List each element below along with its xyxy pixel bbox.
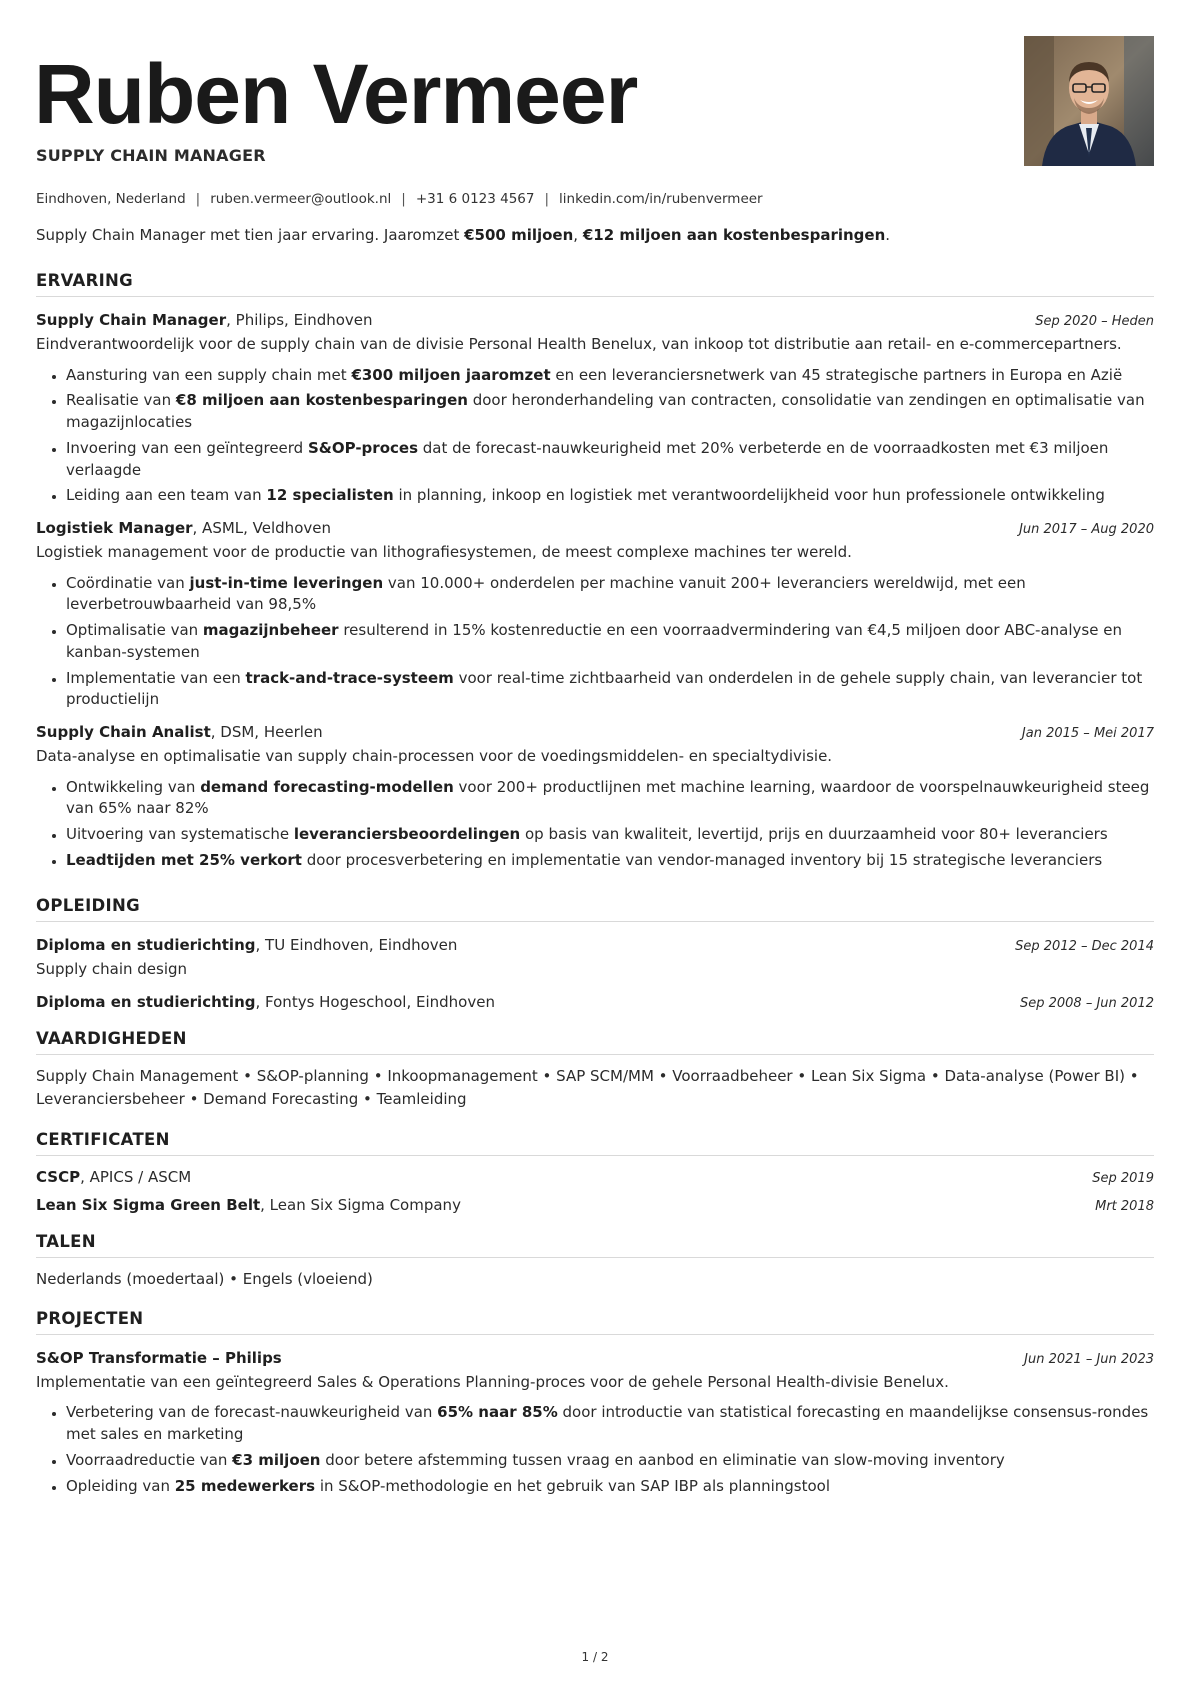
section-divider: [36, 1054, 1154, 1055]
bullet-highlight: magazijnbeheer: [202, 621, 339, 639]
entry-date: Sep 2008 – Jun 2012: [1019, 996, 1154, 1011]
bullet-highlight: just-in-time leveringen: [189, 573, 384, 592]
certificate-entry: [36, 1168, 1154, 1186]
bullet-text: in planning, inkoop en logistiek met verantwoordelijkheid voor hun professionele ontwikkeling: [393, 486, 1105, 505]
project-entry: [36, 1349, 1154, 1498]
bullet-highlight: 12 specialisten: [266, 486, 394, 505]
skills-list: Supply Chain Management • S&OP-planning • Inkoopmanagement • SAP SCM/MM • Voorraadbeheer • Lean Six Sigma • Data-analyse (Power BI) • Leveranciersbeheer • Demand Forecasting • Teamleiding: [36, 1067, 1139, 1109]
contact-separator: |: [544, 191, 550, 207]
summary-highlight: €500 miljoen: [464, 226, 574, 244]
bullet-highlight: leveranciersbeoordelingen: [293, 825, 521, 843]
job-role: Supply Chain Analist: [36, 723, 211, 741]
bullet-text: Voorraadreductie van: [66, 1450, 233, 1469]
list-item: [66, 620, 1154, 664]
bullet-text: Invoering van een geïntegreerd: [66, 438, 308, 457]
project-description: Implementatie van een geïntegreerd Sales & Operations Planning-proces voor de gehele Personal Health-divisie Benelux.: [36, 1372, 949, 1391]
entry-date: Sep 2019: [1092, 1170, 1154, 1186]
education-section: [36, 896, 1154, 1012]
achievement-list: [36, 777, 1154, 872]
list-item: [66, 1450, 1154, 1472]
entry-date: Sep 2012 – Dec 2014: [1015, 938, 1154, 954]
section-divider: [36, 921, 1154, 922]
profile-photo: [1024, 36, 1154, 166]
entry-date: Jan 2015 – Mei 2017: [1021, 726, 1154, 741]
bullet-text: Ontwikkeling van: [66, 777, 201, 796]
contact-email[interactable]: ruben.vermeer@outlook.nl: [210, 191, 392, 207]
job-entry: [36, 311, 1154, 507]
bullet-text: Implementatie van een: [66, 668, 246, 687]
job-org: , ASML, Veldhoven: [192, 519, 331, 537]
section-title: OPLEIDING: [36, 895, 140, 915]
section-title: VAARDIGHEDEN: [36, 1029, 187, 1048]
job-title: SUPPLY CHAIN MANAGER: [36, 146, 266, 165]
bullet-text: van 10.000+ onderdelen per machine vanuit 200+ leveranciers wereldwijd, met een leverbetrouwbaarheid van 98,5%: [66, 573, 1026, 614]
bullet-text: voor real-time zichtbaarheid van onderdelen in de gehele supply chain, van leverancier tot productielijn: [66, 668, 1143, 709]
institution: , TU Eindhoven, Eindhoven: [255, 935, 458, 954]
summary-text: .: [885, 226, 891, 244]
section-divider: [36, 1257, 1154, 1258]
section-title: PROJECTEN: [36, 1308, 144, 1328]
projects-section: [36, 1309, 1154, 1498]
entry-header: [36, 723, 1154, 741]
job-entry: [36, 519, 1154, 711]
list-item: [66, 573, 1154, 617]
bullet-text: Aansturing van een supply chain met: [66, 365, 352, 384]
entry-date: Jun 2021 – Jun 2023: [1024, 1351, 1154, 1367]
bullet-text: door heronderhandeling van contracten, consolidatie van zendingen en optimalisatie van magazijnlocaties: [66, 391, 1145, 431]
entry-title: [36, 311, 373, 329]
entry-date: Jun 2017 – Aug 2020: [1019, 522, 1154, 537]
education-entry: [36, 993, 1154, 1011]
entry-header: [36, 311, 1154, 329]
list-item: [66, 485, 1154, 507]
entry-title: [36, 993, 495, 1011]
achievement-list: [36, 365, 1154, 508]
certificate-name: Lean Six Sigma Green Belt: [36, 1195, 261, 1214]
entry-title: [36, 936, 457, 954]
list-item: [66, 1476, 1154, 1498]
certificate-name: CSCP: [36, 1167, 81, 1186]
bullet-text: Optimalisatie van: [66, 621, 203, 639]
list-item: [66, 668, 1154, 712]
contact-location: Eindhoven, Nederland: [36, 191, 186, 207]
candidate-name: Ruben Vermeer: [34, 47, 638, 141]
job-org: , Philips, Eindhoven: [226, 311, 373, 329]
entry-header: [36, 1349, 1154, 1367]
skills-section: [36, 1029, 1154, 1112]
project-title: S&OP Transformatie – Philips: [36, 1348, 282, 1367]
achievement-list: [36, 1402, 1154, 1497]
certificate-entry: [36, 1196, 1154, 1214]
bullet-highlight: 25 medewerkers: [174, 1476, 316, 1495]
bullet-text: door betere afstemming tussen vraag en aanbod en eliminatie van slow-moving inventory: [320, 1450, 1005, 1469]
job-entry: [36, 723, 1154, 872]
certificate-issuer: , APICS / ASCM: [80, 1167, 192, 1186]
bullet-text: resulterend in 15% kostenreductie en een voorraadvermindering van €4,5 miljoen door ABC-analyse en kanban-systemen: [66, 621, 1122, 661]
bullet-highlight: 65% naar 85%: [437, 1403, 558, 1422]
entry-title: [36, 1168, 191, 1186]
list-item: [66, 850, 1154, 872]
entry-date: Sep 2020 – Heden: [1035, 314, 1154, 329]
list-item: [66, 365, 1154, 387]
summary-text: Supply Chain Manager met tien jaar ervaring. Jaaromzet: [36, 226, 465, 244]
certificate-issuer: , Lean Six Sigma Company: [260, 1195, 461, 1214]
bullet-text: Verbetering van de forecast-nauwkeurigheid van: [66, 1403, 438, 1422]
contact-separator: |: [401, 191, 406, 207]
page-number: 1 / 2: [581, 1650, 609, 1664]
bullet-highlight: track-and-trace-systeem: [245, 668, 454, 687]
job-role: Supply Chain Manager: [36, 311, 227, 329]
contact-linkedin[interactable]: linkedin.com/in/rubenvermeer: [559, 191, 763, 207]
bullet-text: Realisatie van: [66, 391, 176, 410]
section-divider: [36, 296, 1154, 297]
bullet-text: Coördinatie van: [66, 573, 190, 592]
certificates-section: [36, 1130, 1154, 1214]
job-org: , DSM, Heerlen: [210, 723, 323, 741]
job-role: Logistiek Manager: [36, 519, 193, 537]
summary: [36, 226, 1154, 244]
bullet-text: door procesverbetering en implementatie van vendor-managed inventory bij 15 strategische leveranciers: [301, 850, 1103, 869]
resume-page: [36, 36, 1154, 1501]
list-item: [66, 390, 1154, 434]
job-description: Logistiek management voor de productie van lithografiesystemen, de meest complexe machines ter wereld.: [36, 543, 852, 561]
contact-phone[interactable]: +31 6 0123 4567: [415, 191, 535, 207]
section-title: CERTIFICATEN: [36, 1129, 170, 1149]
summary-highlight: €12 miljoen aan kostenbesparingen: [582, 226, 886, 244]
bullet-highlight: S&OP-proces: [307, 438, 418, 457]
bullet-text: voor 200+ productlijnen met machine learning, waardoor de voorspelnauwkeurigheid steeg van 65% naar 82%: [66, 777, 1150, 818]
list-item: [66, 1402, 1154, 1446]
education-description: Supply chain design: [36, 959, 188, 978]
bullet-text: Uitvoering van systematische: [66, 825, 294, 843]
portrait-image: [1024, 36, 1154, 166]
list-item: [66, 438, 1154, 482]
section-title: ERVARING: [36, 271, 133, 290]
bullet-highlight: Leadtijden met 25% verkort: [66, 850, 302, 869]
bullet-highlight: €300 miljoen jaaromzet: [351, 365, 551, 384]
list-item: [66, 777, 1154, 821]
bullet-text: Opleiding van: [66, 1476, 175, 1495]
education-entry: [36, 936, 1154, 980]
degree: Diploma en studierichting: [36, 935, 256, 954]
bullet-text: dat de forecast-nauwkeurigheid met 20% verbeterde en de voorraadkosten met €3 miljoen verlaagde: [66, 438, 1109, 479]
languages-list: Nederlands (moedertaal) • Engels (vloeiend): [36, 1269, 373, 1288]
bullet-highlight: €3 miljoen: [232, 1450, 321, 1469]
job-description: Data-analyse en optimalisatie van supply chain-processen voor de voedingsmiddelen- en specialtydivisie.: [36, 747, 833, 765]
job-description: Eindverantwoordelijk voor de supply chain van de divisie Personal Health Benelux, van inkoop tot distributie aan retail- en e-commercepartners.: [36, 335, 1122, 353]
achievement-list: [36, 573, 1154, 712]
degree: Diploma en studierichting: [36, 993, 256, 1011]
contact-separator: |: [195, 191, 201, 207]
bullet-highlight: demand forecasting-modellen: [200, 777, 454, 796]
institution: , Fontys Hogeschool, Eindhoven: [255, 993, 495, 1011]
contact-line: [36, 191, 1154, 207]
entry-title: [36, 519, 331, 537]
list-item: [66, 824, 1154, 846]
section-divider: [36, 1155, 1154, 1156]
section-divider: [36, 1334, 1154, 1335]
entry-date: Mrt 2018: [1095, 1198, 1154, 1214]
languages-section: [36, 1232, 1154, 1291]
bullet-text: in S&OP-methodologie en het gebruik van SAP IBP als planningstool: [315, 1476, 830, 1495]
bullet-text: Leiding aan een team van: [66, 486, 267, 505]
section-title: TALEN: [36, 1231, 96, 1251]
entry-title: [36, 1196, 461, 1214]
bullet-text: op basis van kwaliteit, levertijd, prijs en duurzaamheid voor 80+ leveranciers: [520, 825, 1108, 843]
bullet-highlight: €8 miljoen aan kostenbesparingen: [175, 391, 468, 410]
bullet-text: en een leveranciersnetwerk van 45 strategische partners in Europa en Azië: [550, 365, 1123, 384]
entry-header: [36, 993, 1154, 1011]
entry-header: [36, 936, 1154, 954]
summary-text: ,: [573, 226, 583, 244]
entry-header: [36, 519, 1154, 537]
entry-title: [36, 723, 323, 741]
experience-section: [36, 271, 1154, 872]
bullet-text: door introductie van statistical forecasting en maandelijkse consensus-rondes met sales en marketing: [66, 1403, 1149, 1443]
